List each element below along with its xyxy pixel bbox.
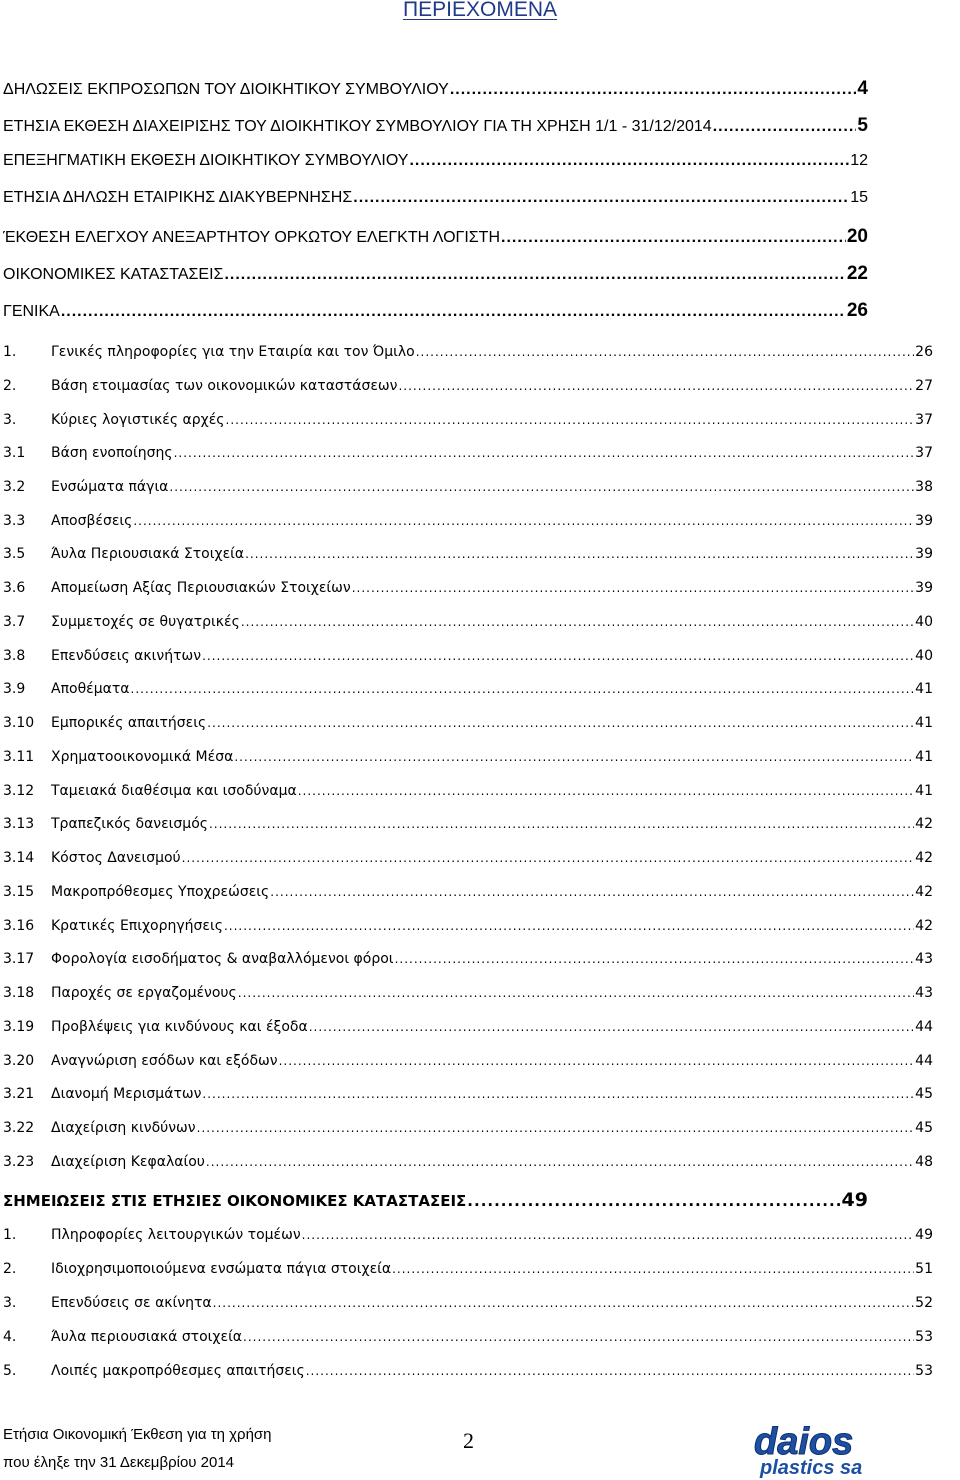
toc-subentry-number: 5. xyxy=(3,1363,17,1379)
toc-subentry-label: Εμπορικές απαιτήσεις xyxy=(51,715,207,731)
toc-subentry-page: 41 xyxy=(915,783,933,799)
toc-leader xyxy=(131,682,915,696)
toc-subentry[interactable] xyxy=(3,1053,933,1081)
toc-subentry-label: Αναγνώριση εσόδων και εξόδων xyxy=(51,1053,278,1069)
toc-entry[interactable] xyxy=(3,189,868,217)
toc-subentry-number: 3.9 xyxy=(3,681,26,697)
toc-subentry-label: Παροχές σε εργαζομένους xyxy=(51,985,237,1001)
toc-entry-label: ΓΕΝΙΚΑ xyxy=(3,303,60,320)
toc-subentry-page: 43 xyxy=(915,985,933,1001)
toc-leader xyxy=(238,986,914,1000)
toc-subentry-page: 52 xyxy=(915,1295,933,1311)
toc-subentry-page: 45 xyxy=(915,1086,933,1102)
logo-wordmark-bottom: plastics sa xyxy=(760,1457,863,1478)
toc-leader xyxy=(241,615,914,629)
toc-entry-label: ΟΙΚΟΝΟΜΙΚΕΣ ΚΑΤΑΣΤΑΣΕΙΣ xyxy=(3,266,224,283)
toc-subentry-number: 3.18 xyxy=(3,985,35,1001)
toc-leader xyxy=(353,189,849,207)
toc-entry[interactable] xyxy=(3,300,868,328)
toc-subentry-page: 42 xyxy=(915,918,933,934)
toc-subentry[interactable] xyxy=(3,445,933,473)
toc-entry-label: ΕΤΗΣΙΑ ΔΗΛΩΣΗ ΕΤΑΙΡΙΚΗΣ ΔΙΑΚΥΒΕΡΝΗΣΗΣ xyxy=(3,189,353,206)
toc-leader xyxy=(202,1087,914,1101)
toc-subentry-number: 3.10 xyxy=(3,715,35,731)
footer-report-title: Ετήσια Οικονομική Έκθεση για τη χρήση xyxy=(3,1426,272,1443)
toc-subentry-number: 3.16 xyxy=(3,918,35,934)
toc-entry-page: 12 xyxy=(850,152,868,169)
toc-subentry-page: 27 xyxy=(915,378,933,394)
toc-subentry[interactable] xyxy=(3,884,933,912)
page-footer xyxy=(0,1420,960,1480)
toc-subentry-page: 42 xyxy=(915,884,933,900)
toc-subentry-label: Μακροπρόθεσμες Υποχρεώσεις xyxy=(51,884,270,900)
toc-subentry-label: Αποθέματα xyxy=(51,681,130,697)
toc-subentry[interactable] xyxy=(3,1261,933,1289)
toc-subentry[interactable] xyxy=(3,749,933,777)
toc-subentry-label: Άυλα περιουσιακά στοιχεία xyxy=(51,1329,243,1345)
toc-subentry-label: Επενδύσεις ακινήτων xyxy=(51,648,202,664)
toc-subentry-label: Διαχείριση Κεφαλαίου xyxy=(51,1154,205,1170)
toc-leader xyxy=(206,1155,914,1169)
toc-subentry-number: 3.3 xyxy=(3,513,26,529)
toc-subentry-page: 39 xyxy=(915,580,933,596)
toc-subentry-number: 3. xyxy=(3,412,17,428)
toc-subentry-label: Αποσβέσεις xyxy=(51,513,133,529)
toc-subentry[interactable] xyxy=(3,479,933,507)
toc-subentry-page: 51 xyxy=(915,1261,933,1277)
toc-subentry-label: Απομείωση Αξίας Περιουσιακών Στοιχείων xyxy=(51,580,351,596)
toc-entry-label: ΈΚΘΕΣΗ ΕΛΕΓΧΟΥ ΑΝΕΞΑΡΤΗΤΟΥ ΟΡΚΩΤΟΥ ΕΛΕΓΚΤΗ ΛΟΓΙΣΤΗ xyxy=(3,229,501,246)
toc-subentry[interactable] xyxy=(3,681,933,709)
toc-subentry-label: Κόστος Δανεισμού xyxy=(51,850,181,866)
toc-subentry-page: 53 xyxy=(915,1363,933,1379)
toc-subentry[interactable] xyxy=(3,1019,933,1047)
toc-subentry-page: 53 xyxy=(915,1329,933,1345)
toc-leader xyxy=(207,716,914,730)
page-title: ΠΕΡΙΕΧΟΜΕΝΑ xyxy=(402,0,558,21)
toc-subentry-page: 41 xyxy=(915,681,933,697)
toc-entry[interactable] xyxy=(3,152,868,180)
toc-subentry-label: Φορολογία εισοδήματος & αναβαλλόμενοι φόροι xyxy=(51,951,394,967)
toc-subentry-number: 3.13 xyxy=(3,816,35,832)
toc-leader xyxy=(133,514,914,528)
toc-subentry-page: 45 xyxy=(915,1120,933,1136)
toc-subentry-number: 3.11 xyxy=(3,749,35,765)
toc-leader xyxy=(467,1192,840,1210)
toc-leader xyxy=(279,1054,915,1068)
toc-subentry[interactable] xyxy=(3,985,933,1013)
toc-subentry-number: 3.1 xyxy=(3,445,26,461)
toc-subentry-number: 3.15 xyxy=(3,884,35,900)
toc-leader xyxy=(392,1262,914,1276)
toc-subentry-label: Τραπεζικός δανεισμός xyxy=(51,816,208,832)
toc-subentry[interactable] xyxy=(3,816,933,844)
toc-subentry-page: 44 xyxy=(915,1053,933,1069)
toc-subentry-number: 3.7 xyxy=(3,614,26,630)
toc-subentry[interactable] xyxy=(3,378,933,406)
toc-subentry[interactable] xyxy=(3,513,933,541)
toc-subentry[interactable] xyxy=(3,344,933,372)
toc-leader xyxy=(174,446,915,460)
toc-entry[interactable] xyxy=(3,263,868,291)
toc-subentry-number: 3.20 xyxy=(3,1053,35,1069)
toc-entry-label: ΕΠΕΞΗΓΜΑΤΙΚΗ ΕΚΘΕΣΗ ΔΙΟΙΚΗΤΙΚΟΥ ΣΥΜΒΟΥΛΙΟΥ xyxy=(3,152,409,169)
toc-subentry-number: 3.14 xyxy=(3,850,35,866)
toc-subentry-page: 37 xyxy=(915,445,933,461)
toc-subentry-number: 4. xyxy=(3,1329,17,1345)
toc-subentry[interactable] xyxy=(3,918,933,946)
toc-entry[interactable] xyxy=(3,115,868,143)
toc-subentry-page: 40 xyxy=(915,648,933,664)
toc-subentry[interactable] xyxy=(3,1363,933,1391)
page-number: 2 xyxy=(463,1428,474,1453)
toc-leader xyxy=(202,649,914,663)
toc-leader xyxy=(234,750,914,764)
toc-subentry-label: Βάση ετοιμασίας των οικονομικών καταστάσεων xyxy=(51,378,398,394)
toc-leader xyxy=(209,817,914,831)
toc-subentry-label: Κρατικές Επιχορηγήσεις xyxy=(51,918,223,934)
toc-entry-page: 26 xyxy=(846,300,868,321)
toc-subentry[interactable] xyxy=(3,412,933,440)
toc-subentry-number: 3.2 xyxy=(3,479,26,495)
toc-entry-page: 5 xyxy=(857,115,868,136)
toc-leader xyxy=(352,581,914,595)
toc-leader xyxy=(409,152,849,170)
toc-section-label: ΣΗΜΕΙΩΣΕΙΣ ΣΤΙΣ ΕΤΗΣΙΕΣ ΟΙΚΟΝΟΜΙΚΕΣ ΚΑΤΑΣΤΑΣΕΙΣ xyxy=(3,1192,467,1210)
toc-subentry-label: Πληροφορίες λειτουργικών τομέων xyxy=(51,1227,301,1243)
toc-entry-label: ΔΗΛΩΣΕΙΣ ΕΚΠΡΟΣΩΠΩΝ ΤΟΥ ΔΙΟΙΚΗΤΙΚΟΥ ΣΥΜΒΟΥΛΙΟΥ xyxy=(3,81,449,98)
toc-subentry[interactable] xyxy=(3,614,933,642)
toc-leader xyxy=(213,1296,915,1310)
toc-entry-page: 20 xyxy=(846,226,868,247)
toc-subentry[interactable] xyxy=(3,951,933,979)
toc-subentry[interactable] xyxy=(3,1086,933,1114)
toc-leader xyxy=(224,266,845,284)
toc-entry[interactable] xyxy=(3,226,868,254)
toc-leader xyxy=(416,345,914,359)
toc-subentry-number: 3. xyxy=(3,1295,17,1311)
toc-leader xyxy=(302,1228,915,1242)
toc-leader xyxy=(306,1364,914,1378)
toc-leader xyxy=(398,379,914,393)
toc-subentry-label: Διανομή Μερισμάτων xyxy=(51,1086,202,1102)
toc-subentry-label: Προβλέψεις για κινδύνους και έξοδα xyxy=(51,1019,308,1035)
toc-subentry-number: 3.21 xyxy=(3,1086,35,1102)
toc-subentry[interactable] xyxy=(3,1295,933,1323)
toc-section-page: 49 xyxy=(841,1189,868,1211)
toc-leader xyxy=(450,81,857,99)
toc-leader xyxy=(169,480,914,494)
toc-subentry-label: Βάση ενοποίησης xyxy=(51,445,173,461)
toc-subentry-number: 1. xyxy=(3,1227,17,1243)
toc-subentry-page: 37 xyxy=(915,412,933,428)
toc-leader xyxy=(224,919,914,933)
toc-subentry[interactable] xyxy=(3,850,933,878)
toc-leader xyxy=(395,952,915,966)
toc-subentry-page: 40 xyxy=(915,614,933,630)
toc-subentry-number: 3.5 xyxy=(3,546,26,562)
toc-leader xyxy=(713,118,857,136)
toc-subentry-page: 49 xyxy=(915,1227,933,1243)
toc-subentry-label: Γενικές πληροφορίες για την Εταιρία και τον Όμιλο xyxy=(51,344,415,360)
toc-subentry-label: Λοιπές μακροπρόθεσμες απαιτήσεις xyxy=(51,1363,305,1379)
toc-leader xyxy=(243,1330,914,1344)
toc-entry-label: ΕΤΗΣΙΑ ΕΚΘΕΣΗ ΔΙΑΧΕΙΡΙΣΗΣ ΤΟΥ ΔΙΟΙΚΗΤΙΚΟΥ ΣΥΜΒΟΥΛΙΟΥ ΓΙΑ ΤΗ ΧΡΗΣΗ 1/1 - 31/12/2014 xyxy=(3,118,712,135)
toc-subentry-number: 3.19 xyxy=(3,1019,35,1035)
toc-entry-page: 4 xyxy=(857,78,868,99)
toc-leader xyxy=(182,851,915,865)
toc-entry-page: 22 xyxy=(846,263,868,284)
toc-subentry-label: Ενσώματα πάγια xyxy=(51,479,169,495)
toc-subentry-page: 44 xyxy=(915,1019,933,1035)
toc-subentry-page: 26 xyxy=(915,344,933,360)
toc-subentry-page: 48 xyxy=(915,1154,933,1170)
toc-subentry-label: Ταμειακά διαθέσιμα και ισοδύναμα xyxy=(51,783,297,799)
toc-subentry-page: 41 xyxy=(915,715,933,731)
toc-subentry-label: Διαχείριση κινδύνων xyxy=(51,1120,196,1136)
toc-subentry-number: 2. xyxy=(3,1261,17,1277)
toc-subentry-number: 3.17 xyxy=(3,951,35,967)
toc-subentry-page: 41 xyxy=(915,749,933,765)
toc-leader xyxy=(197,1121,915,1135)
toc-subentry-page: 42 xyxy=(915,850,933,866)
toc-subentry-number: 3.22 xyxy=(3,1120,35,1136)
toc-subentry[interactable] xyxy=(3,546,933,574)
toc-subentry[interactable] xyxy=(3,1329,933,1357)
toc-subentry[interactable] xyxy=(3,1154,933,1182)
toc-subentry-number: 3.6 xyxy=(3,580,26,596)
toc-subentry[interactable] xyxy=(3,580,933,608)
toc-subentry-number: 3.12 xyxy=(3,783,35,799)
toc-subentry[interactable] xyxy=(3,1227,933,1255)
toc-leader xyxy=(61,303,846,321)
toc-leader xyxy=(270,885,914,899)
toc-subentry-page: 39 xyxy=(915,513,933,529)
toc-leader xyxy=(298,784,914,798)
toc-subentry-label: Συμμετοχές σε θυγατρικές xyxy=(51,614,240,630)
toc-subentry[interactable] xyxy=(3,1120,933,1148)
toc-leader xyxy=(501,229,846,247)
toc-subentry-label: Άυλα Περιουσιακά Στοιχεία xyxy=(51,546,245,562)
logo-wordmark-top: daios xyxy=(754,1421,854,1463)
toc-subentry-number: 2. xyxy=(3,378,17,394)
toc-subentry-page: 39 xyxy=(915,546,933,562)
daios-plastics-logo xyxy=(746,1420,942,1478)
toc-section-entry[interactable] xyxy=(3,1189,868,1217)
toc-entry-page: 15 xyxy=(850,189,868,206)
toc-subentry-label: Επενδύσεις σε ακίνητα xyxy=(51,1295,212,1311)
toc-subentry-page: 42 xyxy=(915,816,933,832)
toc-subentry-label: Ιδιοχρησιμοποιούμενα ενσώματα πάγια στοιχεία xyxy=(51,1261,392,1277)
toc-subentry-label: Κύριες λογιστικές αρχές xyxy=(51,412,225,428)
toc-leader xyxy=(245,547,914,561)
toc-subentry-page: 43 xyxy=(915,951,933,967)
footer-report-period: που έληξε την 31 Δεκεμβρίου 2014 xyxy=(3,1454,235,1471)
toc-leader xyxy=(226,413,915,427)
toc-subentry[interactable] xyxy=(3,715,933,743)
toc-entry[interactable] xyxy=(3,78,868,106)
toc-subentry-number: 3.23 xyxy=(3,1154,35,1170)
toc-subentry[interactable] xyxy=(3,783,933,811)
toc-leader xyxy=(309,1020,914,1034)
toc-subentry-number: 1. xyxy=(3,344,17,360)
toc-subentry-page: 38 xyxy=(915,479,933,495)
toc-subentry[interactable] xyxy=(3,648,933,676)
toc-subentry-number: 3.8 xyxy=(3,648,26,664)
toc-subentry-label: Χρηματοοικονομικά Μέσα xyxy=(51,749,234,765)
